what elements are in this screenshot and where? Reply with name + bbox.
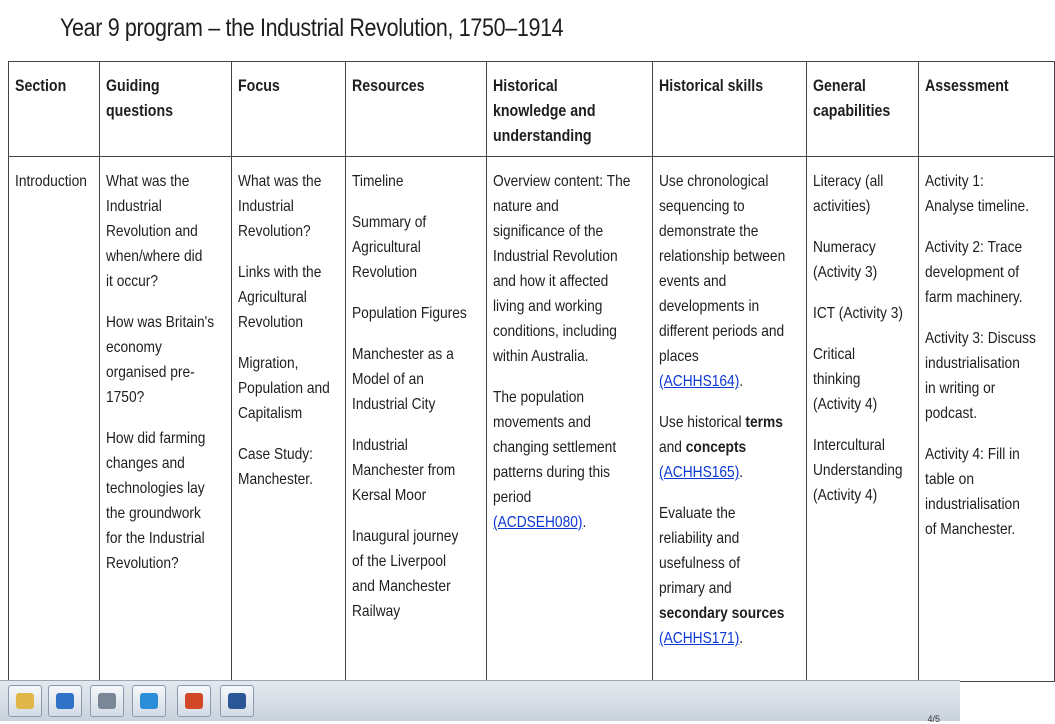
header-historical-skills [653, 62, 807, 157]
text-line: Inaugural journey [352, 528, 459, 545]
text-line: (Activity 3) [813, 264, 878, 281]
header-line: questions [105, 102, 173, 120]
word-taskbar-button[interactable] [220, 685, 254, 717]
text-line: farm machinery. [924, 289, 1023, 306]
text-line: places [659, 348, 700, 365]
text-line: Industrial [352, 437, 408, 454]
text-line: How did farming [105, 430, 206, 447]
text-line: when/where did [105, 248, 202, 265]
cell-item [238, 442, 330, 492]
internet-explorer-taskbar-button[interactable] [132, 685, 166, 717]
text-line: patterns during this [492, 464, 610, 481]
text-line: technologies lay [105, 480, 205, 497]
text-line: Railway [352, 603, 401, 620]
text-line: reliability and [659, 530, 740, 547]
text-line: Overview content: The [492, 173, 630, 190]
text-line: Intercultural [813, 437, 885, 454]
cell-item [352, 169, 467, 194]
cell-historical-skills [653, 157, 807, 682]
cell-section [9, 157, 100, 682]
powerpoint-taskbar-button[interactable] [177, 685, 211, 717]
cell-resources [346, 157, 486, 682]
cell-item [813, 342, 903, 417]
text-line: and Manchester [352, 578, 451, 595]
text-line: Activity 3: Discuss [924, 330, 1036, 347]
text-line: What was the [105, 173, 189, 190]
text-line: thinking [813, 371, 861, 388]
text-line: changing settlement [492, 439, 616, 456]
cell-item [925, 326, 1036, 426]
cell-item [238, 169, 330, 244]
header-line: Historical skills [659, 77, 764, 95]
text-line: Industrial Revolution [492, 248, 618, 265]
cell-guiding-questions [99, 157, 232, 682]
text-line: Activity 4: Fill in [924, 446, 1020, 463]
header-line: Assessment [924, 77, 1009, 95]
header-line: understanding [492, 127, 592, 145]
cell-knowledge [486, 157, 653, 682]
text-line: 1750? [105, 389, 144, 406]
text-line: Population Figures [352, 305, 467, 322]
cell-item [813, 301, 903, 326]
text-line: Critical [813, 346, 856, 363]
text-line: and how it affected [492, 273, 608, 290]
text-line: activities) [813, 198, 871, 215]
text-line: Use chronological [659, 173, 769, 190]
network-taskbar-button[interactable] [90, 685, 124, 717]
header-line: Focus [238, 77, 281, 95]
cell-item [352, 342, 467, 417]
cell-general-capabilities [807, 157, 919, 682]
text-line: The population [492, 389, 584, 406]
cell-item [925, 235, 1036, 310]
skill-item: Use chronological sequencing to demonstrate the relationship between events and developments in different periods and places (ACHHS164). [659, 169, 785, 394]
text-line: ICT (Activity 3) [813, 305, 904, 322]
text-line: Manchester. [238, 471, 314, 488]
header-line: knowledge and [492, 102, 596, 120]
cell-item [15, 169, 87, 194]
text-line: Revolution? [238, 223, 312, 240]
text-line: Summary of [352, 214, 427, 231]
text-line: Capitalism [238, 405, 303, 422]
cell-item [106, 310, 214, 410]
text-line: Kersal Moor [352, 487, 427, 504]
achhs164-link[interactable]: (ACHHS164) [659, 373, 740, 390]
header-row [9, 62, 1055, 157]
text-line: primary and [659, 580, 733, 597]
powerpoint-icon [185, 693, 203, 709]
cell-item [238, 260, 330, 335]
cell-item [352, 210, 467, 285]
text-line: (Activity 4) [813, 487, 878, 504]
media-player-icon [56, 693, 74, 709]
internet-explorer-icon [140, 693, 158, 709]
word-icon [228, 693, 246, 709]
folder-icon [16, 693, 34, 709]
text-line: Timeline [352, 173, 404, 190]
text-line: Revolution [352, 264, 418, 281]
text-line: Links with the [238, 264, 322, 281]
header-focus [232, 62, 346, 157]
cell-item [106, 426, 214, 576]
introduction-row [9, 157, 1055, 682]
text-line: podcast. [924, 405, 977, 422]
text-line: How was Britain's [105, 314, 214, 331]
text-line: it occur? [105, 273, 158, 290]
text-line: Numeracy [813, 239, 876, 256]
knowledge-item [493, 169, 630, 369]
header-line: capabilities [813, 102, 891, 120]
text-line: the groundwork [105, 505, 201, 522]
text-line: significance of the [492, 223, 603, 240]
cell-item [925, 442, 1036, 542]
text-line: Industrial [105, 198, 162, 215]
text-line: What was the [238, 173, 322, 190]
media-player-taskbar-button[interactable] [48, 685, 82, 717]
text-line: living and working [492, 298, 602, 315]
text-line: Manchester as a [352, 346, 454, 363]
text-line: Agricultural [238, 289, 308, 306]
header-line: General [813, 77, 866, 95]
knowledge-item: The population movements and changing settlement patterns during this period (ACDSEH080). [493, 385, 630, 535]
folder-taskbar-button[interactable] [8, 685, 42, 717]
text-line: relationship between [659, 248, 786, 265]
cell-focus [232, 157, 346, 682]
cell-item [352, 524, 467, 624]
header-line: Resources [352, 77, 425, 95]
text-line: demonstrate the [659, 223, 759, 240]
text-line: Revolution [238, 314, 304, 331]
text-line: table on [924, 471, 974, 488]
text-line: Migration, [238, 355, 299, 372]
text-line: Literacy (all [813, 173, 884, 190]
text-line: industrialisation [924, 355, 1020, 372]
achhs165-link[interactable]: (ACHHS165) [659, 464, 740, 481]
text-line: Revolution? [105, 555, 179, 572]
text-line: Model of an [352, 371, 425, 388]
text-line: Industrial [238, 198, 295, 215]
text-line: of Manchester. [924, 521, 1015, 538]
text-line: Case Study: [238, 446, 314, 463]
text-line: organised pre- [105, 364, 195, 381]
text-line: conditions, including [492, 323, 617, 340]
text-line: Industrial City [352, 396, 436, 413]
program-table [8, 61, 1055, 682]
text-line: industrialisation [924, 496, 1020, 513]
text-line: Activity 2: Trace [924, 239, 1022, 256]
text-line: period [492, 489, 531, 506]
cell-item [352, 301, 467, 326]
cell-item [238, 351, 330, 426]
header-line: Historical [492, 77, 558, 95]
achhs171-link[interactable]: (ACHHS171) [659, 630, 740, 647]
header-assessment [918, 62, 1054, 157]
text-line: in writing or [924, 380, 996, 397]
header-resources [346, 62, 486, 157]
document-title: Year 9 program – the Industrial Revolution, 1750–1914 [60, 14, 564, 42]
header-historical-knowledge [486, 62, 653, 157]
cell-item [813, 169, 903, 219]
header-line: Guiding [105, 77, 160, 95]
text-line: of the Liverpool [352, 553, 447, 570]
cell-item [106, 169, 214, 294]
text-line: (Activity 4) [813, 396, 878, 413]
text-line: Evaluate the [659, 505, 736, 522]
text-line: for the Industrial [105, 530, 205, 547]
header-section [9, 62, 100, 157]
acdseh080-link[interactable]: (ACDSEH080) [492, 514, 583, 531]
skill-item: Evaluate the reliability and usefulness of primary and secondary sources (ACHHS171). [659, 501, 785, 651]
text-line: Analyse timeline. [924, 198, 1029, 215]
text-line: Introduction [15, 173, 87, 190]
text-line: Revolution and [105, 223, 198, 240]
text-line: development of [924, 264, 1019, 281]
text-line: Manchester from [352, 462, 456, 479]
taskbar [0, 680, 960, 724]
cell-item [352, 433, 467, 508]
text-line: movements and [492, 414, 591, 431]
text-line: economy [105, 339, 162, 356]
text-line: within Australia. [492, 348, 589, 365]
network-icon [98, 693, 116, 709]
cell-item [925, 169, 1036, 219]
text-line: Population and [238, 380, 331, 397]
cell-assessment [918, 157, 1054, 682]
cell-item [813, 235, 903, 285]
text-line: Understanding [813, 462, 903, 479]
text-line: developments in [659, 298, 760, 315]
text-line: Agricultural [352, 239, 421, 256]
text-line: different periods and [659, 323, 785, 340]
text-line: events and [659, 273, 727, 290]
text-line: sequencing to [659, 198, 746, 215]
header-general-capabilities [807, 62, 919, 157]
skill-item: Use historical terms and concepts (ACHHS165). [659, 414, 784, 481]
header-line: Section [15, 77, 67, 95]
header-guiding-questions [99, 62, 232, 157]
cell-item [813, 433, 903, 508]
tray-clock: 4/5 [927, 714, 940, 724]
text-line: Activity 1: [924, 173, 984, 190]
text-line: usefulness of [659, 555, 741, 572]
text-line: changes and [105, 455, 185, 472]
text-line: nature and [492, 198, 559, 215]
